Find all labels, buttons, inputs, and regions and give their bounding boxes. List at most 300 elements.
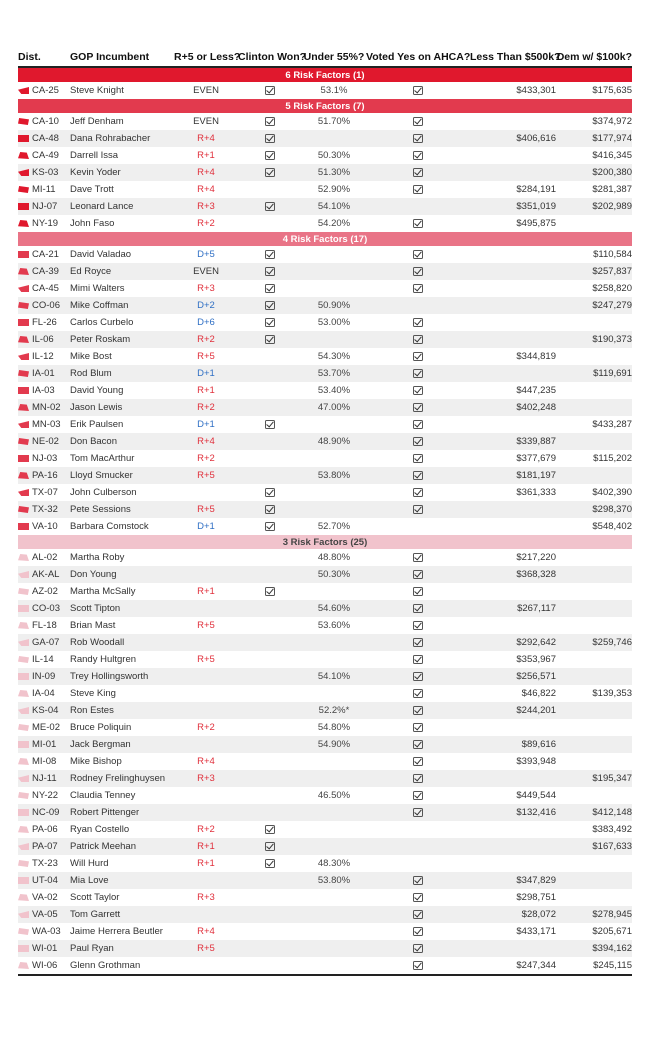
- vote-share: 53.80%: [302, 467, 366, 484]
- dem-challenger-cash: [556, 787, 632, 804]
- col-header-dem100k: Dem w/ $100k?: [556, 48, 632, 67]
- table-row: [18, 518, 632, 535]
- checkbox-checked-icon: [413, 420, 423, 429]
- incumbent-name: Mike Bishop: [70, 756, 122, 767]
- partisan-margin: R+1: [197, 586, 215, 597]
- district-label: MI-08: [32, 756, 57, 767]
- checkbox-checked-icon: [265, 168, 275, 177]
- district-label: KS-04: [32, 705, 59, 716]
- clinton-won-cell: [238, 719, 302, 736]
- district-label: TX-23: [32, 858, 58, 869]
- district-label: VA-10: [32, 521, 58, 532]
- state-shape-icon: [18, 826, 29, 833]
- district-label: UT-04: [32, 875, 58, 886]
- vote-share: 51.30%: [302, 164, 366, 181]
- incumbent-name: Glenn Grothman: [70, 957, 174, 975]
- table-row: [18, 566, 632, 583]
- district-cell: [18, 838, 70, 855]
- partisan-margin: [174, 736, 238, 753]
- vote-share: [302, 246, 366, 263]
- ahca-vote-cell: [366, 215, 470, 232]
- ahca-vote-cell: [366, 348, 470, 365]
- vote-share: [302, 838, 366, 855]
- district-label: IA-01: [32, 368, 55, 379]
- incumbent-name: Ron Estes: [70, 702, 174, 719]
- checkbox-checked-icon: [413, 910, 423, 919]
- dem-challenger-cash: $200,380: [556, 164, 632, 181]
- ahca-vote-cell: [366, 838, 470, 855]
- cash-on-hand: $256,571: [470, 668, 556, 685]
- state-shape-icon: [18, 962, 29, 969]
- table-row: [18, 246, 632, 263]
- clinton-won-cell: [238, 906, 302, 923]
- clinton-won-cell: [238, 549, 302, 566]
- partisan-margin: R+1: [197, 858, 215, 869]
- checkbox-checked-icon: [265, 117, 275, 126]
- table-row: [18, 838, 632, 855]
- district-cell: [18, 583, 70, 600]
- table-row: [18, 940, 632, 957]
- ahca-vote-cell: [366, 719, 470, 736]
- group-title: 6 Risk Factors (1): [18, 67, 632, 82]
- ahca-vote-cell: [366, 957, 470, 975]
- vote-share: [302, 416, 366, 433]
- dem-challenger-cash: [556, 348, 632, 365]
- district-label: WA-03: [32, 926, 61, 937]
- vote-share: [302, 450, 366, 467]
- clinton-won-cell: [238, 668, 302, 685]
- clinton-won-cell: [238, 702, 302, 719]
- cash-on-hand: $46,822: [521, 688, 556, 699]
- ahca-vote-cell: [366, 668, 470, 685]
- vote-share: [302, 583, 366, 600]
- clinton-won-cell: [238, 416, 302, 433]
- table-row: [18, 855, 632, 872]
- incumbent-name: Patrick Meehan: [70, 838, 174, 855]
- district-cell: [18, 164, 70, 181]
- incumbent-name: Ed Royce: [70, 263, 174, 280]
- district-label: AZ-02: [32, 586, 58, 597]
- partisan-margin: R+2: [197, 218, 215, 229]
- checkbox-checked-icon: [413, 808, 423, 817]
- dem-challenger-cash: [556, 855, 632, 872]
- table-row: [18, 433, 632, 450]
- district-cell: [18, 130, 70, 147]
- vote-share: [302, 280, 366, 297]
- table-row: [18, 957, 632, 975]
- checkbox-checked-icon: [413, 655, 423, 664]
- dem-challenger-cash: $412,148: [556, 804, 632, 821]
- incumbent-name: Pete Sessions: [70, 501, 174, 518]
- clinton-won-cell: [238, 484, 302, 501]
- ahca-vote-cell: [366, 736, 470, 753]
- district-label: IL-14: [32, 654, 54, 665]
- incumbent-name: Don Bacon: [70, 433, 174, 450]
- checkbox-checked-icon: [265, 522, 275, 531]
- checkbox-checked-icon: [413, 876, 423, 885]
- state-shape-icon: [18, 370, 29, 377]
- district-cell: [18, 297, 70, 314]
- state-shape-icon: [18, 268, 29, 275]
- cash-on-hand: [470, 501, 556, 518]
- table-row: [18, 198, 632, 215]
- clinton-won-cell: [238, 181, 302, 198]
- district-cell: [18, 181, 70, 198]
- district-cell: [18, 501, 70, 518]
- district-label: CA-10: [32, 116, 59, 127]
- clinton-won-cell: [238, 399, 302, 416]
- partisan-margin: [174, 685, 238, 702]
- ahca-vote-cell: [366, 467, 470, 484]
- dem-challenger-cash: [556, 467, 632, 484]
- district-cell: [18, 906, 70, 923]
- clinton-won-cell: [238, 246, 302, 263]
- table-row: [18, 82, 632, 99]
- district-label: FL-26: [32, 317, 57, 328]
- state-shape-icon: [18, 302, 29, 309]
- checkbox-checked-icon: [413, 488, 423, 497]
- state-shape-icon: [18, 656, 29, 663]
- ahca-vote-cell: [366, 314, 470, 331]
- vote-share: 48.90%: [302, 433, 366, 450]
- dem-challenger-cash: [556, 399, 632, 416]
- district-label: PA-07: [32, 841, 58, 852]
- state-shape-icon: [18, 455, 29, 462]
- state-shape-icon: [18, 387, 29, 394]
- vote-share: 52.2%*: [302, 702, 366, 719]
- ahca-vote-cell: [366, 651, 470, 668]
- vote-share: 47.00%: [302, 399, 366, 416]
- cash-on-hand: $339,887: [470, 433, 556, 450]
- checkbox-checked-icon: [265, 842, 275, 851]
- table-row: [18, 651, 632, 668]
- ahca-vote-cell: [366, 855, 470, 872]
- partisan-margin: R+5: [197, 620, 215, 631]
- ahca-vote-cell: [366, 549, 470, 566]
- table-row: [18, 501, 632, 518]
- vote-share: 53.00%: [317, 317, 351, 328]
- cash-on-hand: $361,333: [516, 487, 556, 498]
- col-header-incumbent: GOP Incumbent: [70, 48, 174, 67]
- partisan-margin: D+6: [197, 317, 215, 328]
- table-row: [18, 736, 632, 753]
- state-shape-icon: [18, 353, 29, 360]
- incumbent-name: Will Hurd: [70, 858, 109, 869]
- header-row: [18, 48, 632, 67]
- ahca-vote-cell: [366, 685, 470, 702]
- cash-on-hand: [470, 147, 556, 164]
- clinton-won-cell: [238, 433, 302, 450]
- clinton-won-cell: [238, 518, 302, 535]
- checkbox-checked-icon: [265, 318, 275, 327]
- vote-share: 48.30%: [317, 858, 351, 869]
- clinton-won-cell: [238, 314, 302, 331]
- state-shape-icon: [18, 673, 29, 680]
- vote-share: 52.90%: [317, 184, 351, 195]
- district-label: CA-48: [32, 133, 59, 144]
- checkbox-checked-icon: [413, 250, 423, 259]
- vote-share: 46.50%: [317, 790, 351, 801]
- cash-on-hand: [470, 113, 556, 130]
- district-cell: [18, 617, 70, 634]
- clinton-won-cell: [238, 566, 302, 583]
- cash-on-hand: $368,328: [470, 566, 556, 583]
- clinton-won-cell: [238, 450, 302, 467]
- district-cell: [18, 787, 70, 804]
- dem-challenger-cash: $394,162: [556, 940, 632, 957]
- group-title: 3 Risk Factors (25): [18, 535, 632, 549]
- district-label: NY-19: [32, 218, 59, 229]
- clinton-won-cell: [238, 467, 302, 484]
- col-header-ahca: Voted Yes on AHCA?: [366, 48, 470, 67]
- district-cell: [18, 467, 70, 484]
- state-shape-icon: [18, 489, 29, 496]
- district-cell: [18, 365, 70, 382]
- checkbox-checked-icon: [413, 219, 423, 228]
- ahca-vote-cell: [366, 297, 470, 314]
- ahca-vote-cell: [366, 600, 470, 617]
- clinton-won-cell: [238, 215, 302, 232]
- cash-on-hand: $292,642: [470, 634, 556, 651]
- partisan-margin: [174, 787, 238, 804]
- dem-challenger-cash: $119,691: [556, 365, 632, 382]
- clinton-won-cell: [238, 685, 302, 702]
- dem-challenger-cash: [556, 215, 632, 232]
- checkbox-checked-icon: [265, 250, 275, 259]
- cash-on-hand: $377,679: [516, 453, 556, 464]
- vote-share: 53.80%: [302, 872, 366, 889]
- dem-challenger-cash: $278,945: [556, 906, 632, 923]
- checkbox-checked-icon: [265, 587, 275, 596]
- checkbox-checked-icon: [413, 386, 423, 395]
- clinton-won-cell: [238, 130, 302, 147]
- table-row: [18, 297, 632, 314]
- state-shape-icon: [18, 220, 29, 227]
- checkbox-checked-icon: [413, 267, 423, 276]
- partisan-margin: R+5: [197, 654, 215, 665]
- dem-challenger-cash: [556, 314, 632, 331]
- district-cell: [18, 668, 70, 685]
- district-cell: [18, 433, 70, 450]
- dem-challenger-cash: [556, 583, 632, 600]
- partisan-margin: R+4: [174, 130, 238, 147]
- checkbox-checked-icon: [265, 301, 275, 310]
- cash-on-hand: [470, 297, 556, 314]
- partisan-margin: R+4: [197, 926, 215, 937]
- checkbox-checked-icon: [265, 267, 275, 276]
- table-row: [18, 130, 632, 147]
- district-cell: [18, 872, 70, 889]
- district-cell: [18, 314, 70, 331]
- partisan-margin: R+3: [197, 892, 215, 903]
- checkbox-checked-icon: [413, 723, 423, 732]
- table-row: [18, 331, 632, 348]
- cash-on-hand: $244,201: [470, 702, 556, 719]
- district-label: NY-22: [32, 790, 59, 801]
- incumbent-name: Jaime Herrera Beutler: [70, 926, 163, 937]
- checkbox-checked-icon: [413, 604, 423, 613]
- incumbent-name: Rodney Frelinghuysen: [70, 770, 174, 787]
- clinton-won-cell: [238, 855, 302, 872]
- cash-on-hand: [470, 518, 556, 535]
- incumbent-name: Jason Lewis: [70, 399, 174, 416]
- table-row: [18, 872, 632, 889]
- state-shape-icon: [18, 639, 29, 646]
- incumbent-name: Ryan Costello: [70, 824, 130, 835]
- vote-share: [302, 804, 366, 821]
- state-shape-icon: [18, 186, 29, 193]
- clinton-won-cell: [238, 923, 302, 940]
- district-cell: [18, 634, 70, 651]
- checkbox-checked-icon: [265, 420, 275, 429]
- partisan-margin: R+3: [174, 198, 238, 215]
- cash-on-hand: [470, 164, 556, 181]
- partisan-margin: [174, 668, 238, 685]
- checkbox-checked-icon: [413, 621, 423, 630]
- dem-challenger-cash: $257,837: [556, 263, 632, 280]
- cash-on-hand: [470, 583, 556, 600]
- vote-share: 54.10%: [302, 198, 366, 215]
- district-label: NJ-07: [32, 201, 58, 212]
- vote-share: 53.70%: [302, 365, 366, 382]
- checkbox-checked-icon: [413, 86, 423, 95]
- state-shape-icon: [18, 421, 29, 428]
- incumbent-name: John Faso: [70, 218, 115, 229]
- ahca-vote-cell: [366, 702, 470, 719]
- clinton-won-cell: [238, 113, 302, 130]
- incumbent-name: Mike Bost: [70, 351, 112, 362]
- dem-challenger-cash: $139,353: [592, 688, 632, 699]
- col-header-dist: Dist.: [18, 48, 70, 67]
- partisan-margin: D+1: [197, 419, 215, 430]
- district-cell: [18, 198, 70, 215]
- incumbent-name: Dave Trott: [70, 184, 114, 195]
- clinton-won-cell: [238, 280, 302, 297]
- cash-on-hand: $89,616: [470, 736, 556, 753]
- checkbox-checked-icon: [413, 454, 423, 463]
- vote-share: 50.30%: [302, 566, 366, 583]
- district-label: PA-16: [32, 470, 58, 481]
- vote-share: 53.1%: [320, 85, 348, 96]
- incumbent-name: Mia Love: [70, 872, 174, 889]
- district-label: CA-25: [32, 85, 59, 96]
- checkbox-checked-icon: [413, 352, 423, 361]
- partisan-margin: D+1: [174, 365, 238, 382]
- vote-share: [302, 331, 366, 348]
- vote-share: [302, 501, 366, 518]
- vote-share: 53.40%: [317, 385, 351, 396]
- clinton-won-cell: [238, 872, 302, 889]
- cash-on-hand: $402,248: [470, 399, 556, 416]
- vote-share: 54.80%: [317, 722, 351, 733]
- checkbox-checked-icon: [413, 927, 423, 936]
- table-row: [18, 147, 632, 164]
- cash-on-hand: $433,171: [516, 926, 556, 937]
- vote-share: [302, 940, 366, 957]
- state-shape-icon: [18, 843, 29, 850]
- dem-challenger-cash: $110,584: [593, 249, 632, 260]
- partisan-margin: R+2: [197, 722, 215, 733]
- partisan-margin: [174, 702, 238, 719]
- vote-share: [302, 821, 366, 838]
- ahca-vote-cell: [366, 753, 470, 770]
- clinton-won-cell: [238, 583, 302, 600]
- table-row: [18, 702, 632, 719]
- ahca-vote-cell: [366, 181, 470, 198]
- partisan-margin: EVEN: [193, 116, 219, 127]
- table-row: [18, 804, 632, 821]
- clinton-won-cell: [238, 365, 302, 382]
- table-row: [18, 787, 632, 804]
- group-header-row: [18, 232, 632, 246]
- ahca-vote-cell: [366, 501, 470, 518]
- cash-on-hand: [470, 770, 556, 787]
- clinton-won-cell: [238, 348, 302, 365]
- district-cell: [18, 719, 70, 736]
- district-cell: [18, 399, 70, 416]
- cash-on-hand: [470, 617, 556, 634]
- district-label: AL-02: [32, 552, 58, 563]
- checkbox-checked-icon: [265, 859, 275, 868]
- cash-on-hand: [470, 365, 556, 382]
- state-shape-icon: [18, 169, 29, 176]
- dem-challenger-cash: [556, 872, 632, 889]
- clinton-won-cell: [238, 501, 302, 518]
- state-shape-icon: [18, 605, 29, 612]
- state-shape-icon: [18, 554, 29, 561]
- district-cell: [18, 736, 70, 753]
- vote-share: [302, 906, 366, 923]
- ahca-vote-cell: [366, 450, 470, 467]
- table-row: [18, 583, 632, 600]
- ahca-vote-cell: [366, 246, 470, 263]
- district-cell: [18, 821, 70, 838]
- clinton-won-cell: [238, 838, 302, 855]
- partisan-margin: R+4: [197, 756, 215, 767]
- checkbox-checked-icon: [265, 202, 275, 211]
- cash-on-hand: $344,819: [516, 351, 556, 362]
- checkbox-checked-icon: [413, 689, 423, 698]
- cash-on-hand: $298,751: [516, 892, 556, 903]
- vote-share: 54.60%: [302, 600, 366, 617]
- dem-challenger-cash: [556, 382, 632, 399]
- cash-on-hand: $247,344: [470, 957, 556, 975]
- checkbox-checked-icon: [265, 488, 275, 497]
- incumbent-name: Leonard Lance: [70, 198, 174, 215]
- vote-share: [302, 753, 366, 770]
- district-label: IL-12: [32, 351, 54, 362]
- partisan-margin: [174, 872, 238, 889]
- incumbent-name: Claudia Tenney: [70, 790, 136, 801]
- incumbent-name: Barbara Comstock: [70, 521, 149, 532]
- incumbent-name: Mike Coffman: [70, 297, 174, 314]
- vote-share: [302, 889, 366, 906]
- district-cell: [18, 600, 70, 617]
- dem-challenger-cash: [556, 719, 632, 736]
- dem-challenger-cash: $190,373: [556, 331, 632, 348]
- ahca-vote-cell: [366, 147, 470, 164]
- district-label: PA-06: [32, 824, 58, 835]
- vote-share: [302, 634, 366, 651]
- state-shape-icon: [18, 911, 29, 918]
- incumbent-name: Tom Garrett: [70, 906, 174, 923]
- dem-challenger-cash: $383,492: [592, 824, 632, 835]
- table-row: [18, 215, 632, 232]
- ahca-vote-cell: [366, 617, 470, 634]
- district-label: ME-02: [32, 722, 60, 733]
- dem-challenger-cash: $416,345: [592, 150, 632, 161]
- checkbox-checked-icon: [413, 774, 423, 783]
